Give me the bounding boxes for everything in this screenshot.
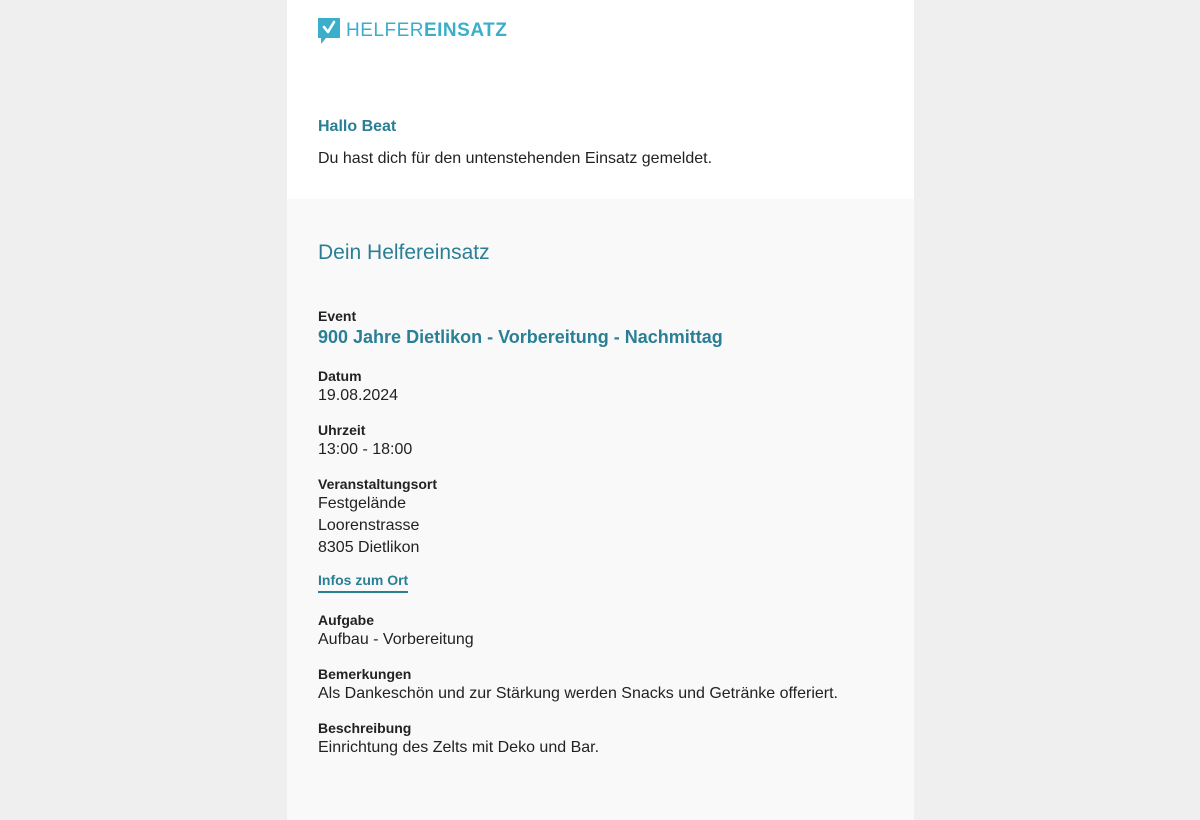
- event-value: 900 Jahre Dietlikon - Vorbereitung - Nachmittag: [318, 327, 723, 347]
- logo-text-light: HELFER: [346, 20, 424, 41]
- remarks-field: [318, 665, 883, 705]
- description-value: Einrichtung des Zelts mit Deko und Bar.: [318, 739, 600, 756]
- venue-line: 8305 Dietlikon: [318, 539, 420, 556]
- email-body: [287, 0, 914, 820]
- remarks-label: Bemerkungen: [318, 666, 412, 682]
- time-field: [318, 421, 883, 461]
- venue-line: Festgelände: [318, 495, 407, 512]
- date-label: Datum: [318, 368, 362, 384]
- section-title: Dein Helfereinsatz: [318, 241, 490, 264]
- time-label: Uhrzeit: [318, 422, 366, 438]
- venue-line: Loorenstrasse: [318, 517, 420, 534]
- greeting: Hallo Beat: [318, 118, 397, 135]
- description-label: Beschreibung: [318, 720, 412, 736]
- intro-text: Du hast dich für den untenstehenden Einsatz gemeldet.: [318, 150, 713, 167]
- date-value: 19.08.2024: [318, 387, 399, 404]
- time-value: 13:00 - 18:00: [318, 441, 413, 458]
- event-label: Event: [318, 308, 357, 324]
- remarks-value: Als Dankeschön und zur Stärkung werden Snacks und Getränke offeriert.: [318, 685, 838, 702]
- venue-label: Veranstaltungsort: [318, 476, 438, 492]
- task-value: Aufbau - Vorbereitung: [318, 631, 474, 648]
- checkmark-speech-bubble-icon: [318, 18, 340, 44]
- description-field: [318, 719, 883, 759]
- assignment-details: [287, 199, 914, 820]
- helfereinsatz-logo: [318, 18, 883, 44]
- venue-address: [318, 493, 883, 559]
- venue-field: [318, 475, 883, 593]
- venue-info-link[interactable]: Infos zum Ort: [318, 572, 408, 593]
- logo-wordmark: [346, 18, 507, 44]
- task-field: [318, 611, 883, 651]
- event-field: [318, 307, 883, 349]
- email-header: [287, 0, 914, 199]
- task-label: Aufgabe: [318, 612, 374, 628]
- logo-text-bold: EINSATZ: [423, 20, 508, 41]
- date-field: [318, 367, 883, 407]
